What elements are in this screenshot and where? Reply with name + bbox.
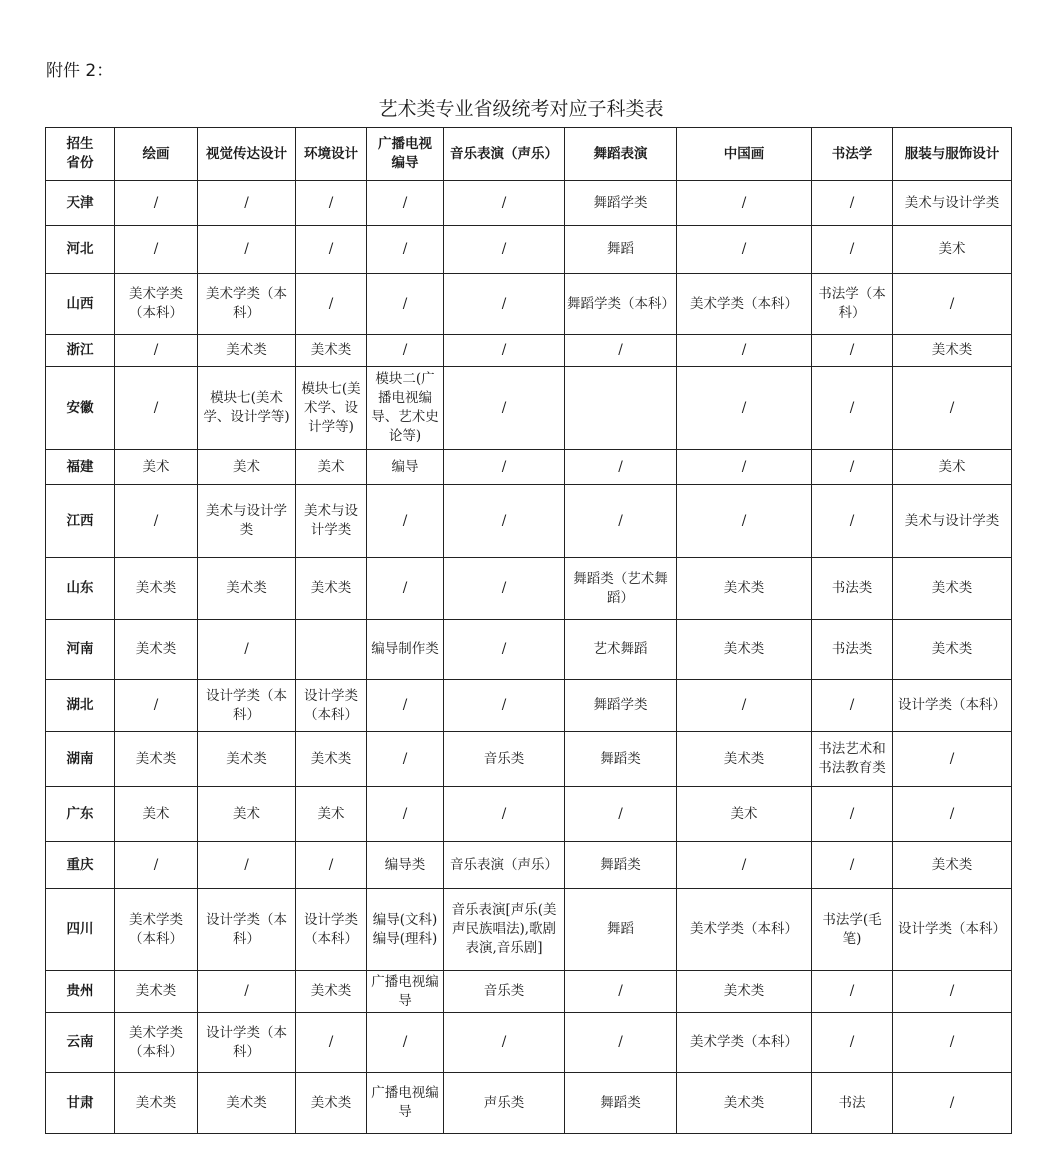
table-cell: 舞蹈类 <box>565 842 677 889</box>
table-cell: 美术类 <box>677 732 812 787</box>
table-cell: 美术 <box>115 450 198 485</box>
table-row <box>46 450 1012 485</box>
table-cell: 美术学类（本科） <box>115 1013 198 1073</box>
table-cell: / <box>367 274 444 335</box>
table-cell: 美术 <box>296 787 367 842</box>
table-cell: 设计学类（本科） <box>198 680 296 732</box>
table-cell: 美术类 <box>115 1073 198 1134</box>
table-cell: 美术类 <box>296 558 367 620</box>
table-cell: / <box>677 335 812 367</box>
table-cell: 美术类 <box>115 732 198 787</box>
table-cell: 编导(文科)编导(理科) <box>367 889 444 971</box>
table-cell: / <box>444 450 565 485</box>
table-cell: / <box>444 335 565 367</box>
table-cell: 美术 <box>296 450 367 485</box>
table-cell: 美术类 <box>198 558 296 620</box>
table-cell: / <box>367 732 444 787</box>
table-cell: / <box>367 787 444 842</box>
col-header-calligraphy: 书法学 <box>812 128 893 181</box>
table-cell: 舞蹈 <box>565 889 677 971</box>
table-cell: 舞蹈类 <box>565 1073 677 1134</box>
table-row <box>46 367 1012 450</box>
page-title: 艺术类专业省级统考对应子科类表 <box>378 98 664 120</box>
table-cell: / <box>115 367 198 450</box>
table-cell: / <box>677 181 812 226</box>
table-cell: / <box>893 274 1012 335</box>
table-cell: 美术 <box>677 787 812 842</box>
province-cell: 湖南 <box>46 732 115 787</box>
table-cell: 美术类 <box>893 558 1012 620</box>
table-cell: 美术类 <box>198 732 296 787</box>
table-cell: / <box>115 226 198 274</box>
table-cell: 美术学类（本科） <box>677 889 812 971</box>
table-cell: 美术 <box>893 226 1012 274</box>
table-cell: 音乐类 <box>444 971 565 1013</box>
table-cell: / <box>893 367 1012 450</box>
table-cell: / <box>444 226 565 274</box>
province-cell: 重庆 <box>46 842 115 889</box>
table-cell: / <box>296 226 367 274</box>
province-cell: 天津 <box>46 181 115 226</box>
table-cell: 艺术舞蹈 <box>565 620 677 680</box>
province-cell: 河北 <box>46 226 115 274</box>
table-cell: 美术类 <box>677 971 812 1013</box>
province-cell: 四川 <box>46 889 115 971</box>
col-header-painting: 绘画 <box>115 128 198 181</box>
table-cell: 音乐表演（声乐） <box>444 842 565 889</box>
table-cell: 编导类 <box>367 842 444 889</box>
table-cell: 美术类 <box>198 1073 296 1134</box>
table-cell: 美术类 <box>893 842 1012 889</box>
table-row <box>46 787 1012 842</box>
col-header-broadcast-directing: 广播电视编导 <box>367 128 444 181</box>
table-cell: / <box>444 787 565 842</box>
table-row <box>46 1073 1012 1134</box>
table-cell: 美术与设计学类 <box>198 485 296 558</box>
col-header-chinese-painting: 中国画 <box>677 128 812 181</box>
table-cell: 美术 <box>115 787 198 842</box>
table-cell: 美术学类（本科） <box>115 274 198 335</box>
table-cell: / <box>444 485 565 558</box>
table-cell: / <box>893 1013 1012 1073</box>
table-cell: / <box>296 274 367 335</box>
table-cell: / <box>677 367 812 450</box>
table-cell: / <box>367 1013 444 1073</box>
table-row <box>46 274 1012 335</box>
table-cell: 美术类 <box>296 732 367 787</box>
table-cell: 美术 <box>198 787 296 842</box>
table-cell: / <box>812 181 893 226</box>
table-cell: 美术类 <box>296 1073 367 1134</box>
table-row <box>46 181 1012 226</box>
table-cell: 声乐类 <box>444 1073 565 1134</box>
table-cell: 模块二(广播电视编导、艺术史论等) <box>367 367 444 450</box>
table-cell: / <box>812 1013 893 1073</box>
table-cell: 书法艺术和书法教育类 <box>812 732 893 787</box>
table-cell: 美术类 <box>115 558 198 620</box>
table-cell: / <box>444 367 565 450</box>
table-cell: / <box>444 558 565 620</box>
table-cell: 美术学类（本科） <box>677 274 812 335</box>
table-cell: 美术类 <box>677 558 812 620</box>
table-cell: 美术类 <box>198 335 296 367</box>
table-cell: / <box>565 485 677 558</box>
table-cell: / <box>812 367 893 450</box>
table-cell: 模块七(美术学、设计学等) <box>296 367 367 450</box>
table-cell: 舞蹈学类 <box>565 680 677 732</box>
table-cell: 书法 <box>812 1073 893 1134</box>
table-cell: 音乐类 <box>444 732 565 787</box>
table-row <box>46 889 1012 971</box>
table-cell: 舞蹈 <box>565 226 677 274</box>
table-cell: 广播电视编导 <box>367 971 444 1013</box>
table-cell: 书法学（本科） <box>812 274 893 335</box>
table-cell: / <box>677 680 812 732</box>
table-cell: / <box>367 181 444 226</box>
table-cell: 美术与设计学类 <box>893 485 1012 558</box>
table-cell: / <box>565 450 677 485</box>
province-cell: 广东 <box>46 787 115 842</box>
table-cell: / <box>565 1013 677 1073</box>
attachment-label: 附件 2： <box>46 61 114 81</box>
table-cell: 美术学类（本科） <box>115 889 198 971</box>
table-cell: 书法类 <box>812 620 893 680</box>
table-cell: / <box>115 335 198 367</box>
province-cell: 江西 <box>46 485 115 558</box>
table-cell: 美术与设计学类 <box>893 181 1012 226</box>
table-cell: / <box>198 842 296 889</box>
table-cell: / <box>893 787 1012 842</box>
table-row <box>46 732 1012 787</box>
col-header-visual-design: 视觉传达设计 <box>198 128 296 181</box>
table-cell: / <box>812 842 893 889</box>
table-cell: 美术类 <box>677 1073 812 1134</box>
table-cell: / <box>893 732 1012 787</box>
table-row <box>46 842 1012 889</box>
table-cell: / <box>893 1073 1012 1134</box>
table-cell: / <box>565 335 677 367</box>
table-row <box>46 680 1012 732</box>
table-cell: 美术类 <box>296 335 367 367</box>
table-cell: 设计学类（本科） <box>893 680 1012 732</box>
table-cell: / <box>565 787 677 842</box>
province-cell: 山东 <box>46 558 115 620</box>
table-cell: / <box>367 335 444 367</box>
table-cell: / <box>812 971 893 1013</box>
table-cell: / <box>198 226 296 274</box>
table-cell: / <box>367 485 444 558</box>
table-row <box>46 226 1012 274</box>
table-cell: / <box>677 226 812 274</box>
table-cell: 美术学类（本科） <box>198 274 296 335</box>
table-cell: / <box>367 226 444 274</box>
table-cell: 美术 <box>893 450 1012 485</box>
table-cell: 音乐表演[声乐(美声民族唱法),歌剧表演,音乐剧] <box>444 889 565 971</box>
table-cell: / <box>812 226 893 274</box>
table-cell: / <box>198 181 296 226</box>
table-cell: / <box>812 680 893 732</box>
table-cell: 设计学类（本科） <box>893 889 1012 971</box>
table-cell: / <box>296 842 367 889</box>
table-cell: / <box>198 620 296 680</box>
table-cell: / <box>367 680 444 732</box>
table-cell: / <box>444 620 565 680</box>
province-cell: 河南 <box>46 620 115 680</box>
table-row <box>46 1013 1012 1073</box>
table-cell: / <box>444 181 565 226</box>
table-cell: 舞蹈类（艺术舞蹈） <box>565 558 677 620</box>
table-cell: 美术与设计学类 <box>296 485 367 558</box>
table-row <box>46 335 1012 367</box>
table-cell: 舞蹈类 <box>565 732 677 787</box>
province-cell: 福建 <box>46 450 115 485</box>
table-row <box>46 971 1012 1013</box>
table-cell: 设计学类（本科） <box>296 889 367 971</box>
table-row <box>46 485 1012 558</box>
table-cell: / <box>812 485 893 558</box>
table-cell: 广播电视编导 <box>367 1073 444 1134</box>
table-cell <box>565 367 677 450</box>
table-cell: 书法类 <box>812 558 893 620</box>
table-cell: 美术 <box>198 450 296 485</box>
table-cell: / <box>296 181 367 226</box>
table-cell: 美术类 <box>115 971 198 1013</box>
table-cell: 舞蹈学类（本科） <box>565 274 677 335</box>
table-cell: / <box>296 1013 367 1073</box>
table-cell: 编导制作类 <box>367 620 444 680</box>
subject-category-table <box>45 127 1012 1134</box>
table-row <box>46 558 1012 620</box>
col-header-environment-design: 环境设计 <box>296 128 367 181</box>
table-cell: / <box>565 971 677 1013</box>
table-cell: / <box>444 274 565 335</box>
table-cell: 舞蹈学类 <box>565 181 677 226</box>
province-cell: 安徽 <box>46 367 115 450</box>
col-header-fashion-design: 服装与服饰设计 <box>893 128 1012 181</box>
header-row <box>46 128 1012 181</box>
col-header-dance: 舞蹈表演 <box>565 128 677 181</box>
province-cell: 云南 <box>46 1013 115 1073</box>
province-cell: 甘肃 <box>46 1073 115 1134</box>
table-cell: 美术类 <box>677 620 812 680</box>
table-cell <box>296 620 367 680</box>
table-cell: / <box>677 842 812 889</box>
table-cell: / <box>812 335 893 367</box>
table-cell: / <box>812 787 893 842</box>
table-cell: / <box>893 971 1012 1013</box>
table-cell: 书法学(毛笔) <box>812 889 893 971</box>
col-header-vocal-music: 音乐表演（声乐） <box>444 128 565 181</box>
province-cell: 山西 <box>46 274 115 335</box>
col-header-province: 招生省份 <box>46 128 115 181</box>
table-cell: 设计学类（本科） <box>198 889 296 971</box>
table-cell: / <box>677 485 812 558</box>
province-cell: 浙江 <box>46 335 115 367</box>
table-cell: / <box>444 680 565 732</box>
table-cell: 美术学类（本科） <box>677 1013 812 1073</box>
table-cell: / <box>115 485 198 558</box>
table-cell: / <box>812 450 893 485</box>
table-cell: 编导 <box>367 450 444 485</box>
table-cell: / <box>198 971 296 1013</box>
table-cell: / <box>115 680 198 732</box>
table-cell: 模块七(美术学、设计学等) <box>198 367 296 450</box>
table-cell: 设计学类（本科） <box>296 680 367 732</box>
table-cell: / <box>115 842 198 889</box>
table-cell: 美术类 <box>893 620 1012 680</box>
table-cell: / <box>444 1013 565 1073</box>
table-cell: / <box>115 181 198 226</box>
table-cell: / <box>367 558 444 620</box>
table-cell: 美术类 <box>296 971 367 1013</box>
table-cell: 美术类 <box>893 335 1012 367</box>
table-cell: 美术类 <box>115 620 198 680</box>
province-cell: 贵州 <box>46 971 115 1013</box>
table-cell: 设计学类（本科） <box>198 1013 296 1073</box>
table-cell: / <box>677 450 812 485</box>
table-row <box>46 620 1012 680</box>
province-cell: 湖北 <box>46 680 115 732</box>
